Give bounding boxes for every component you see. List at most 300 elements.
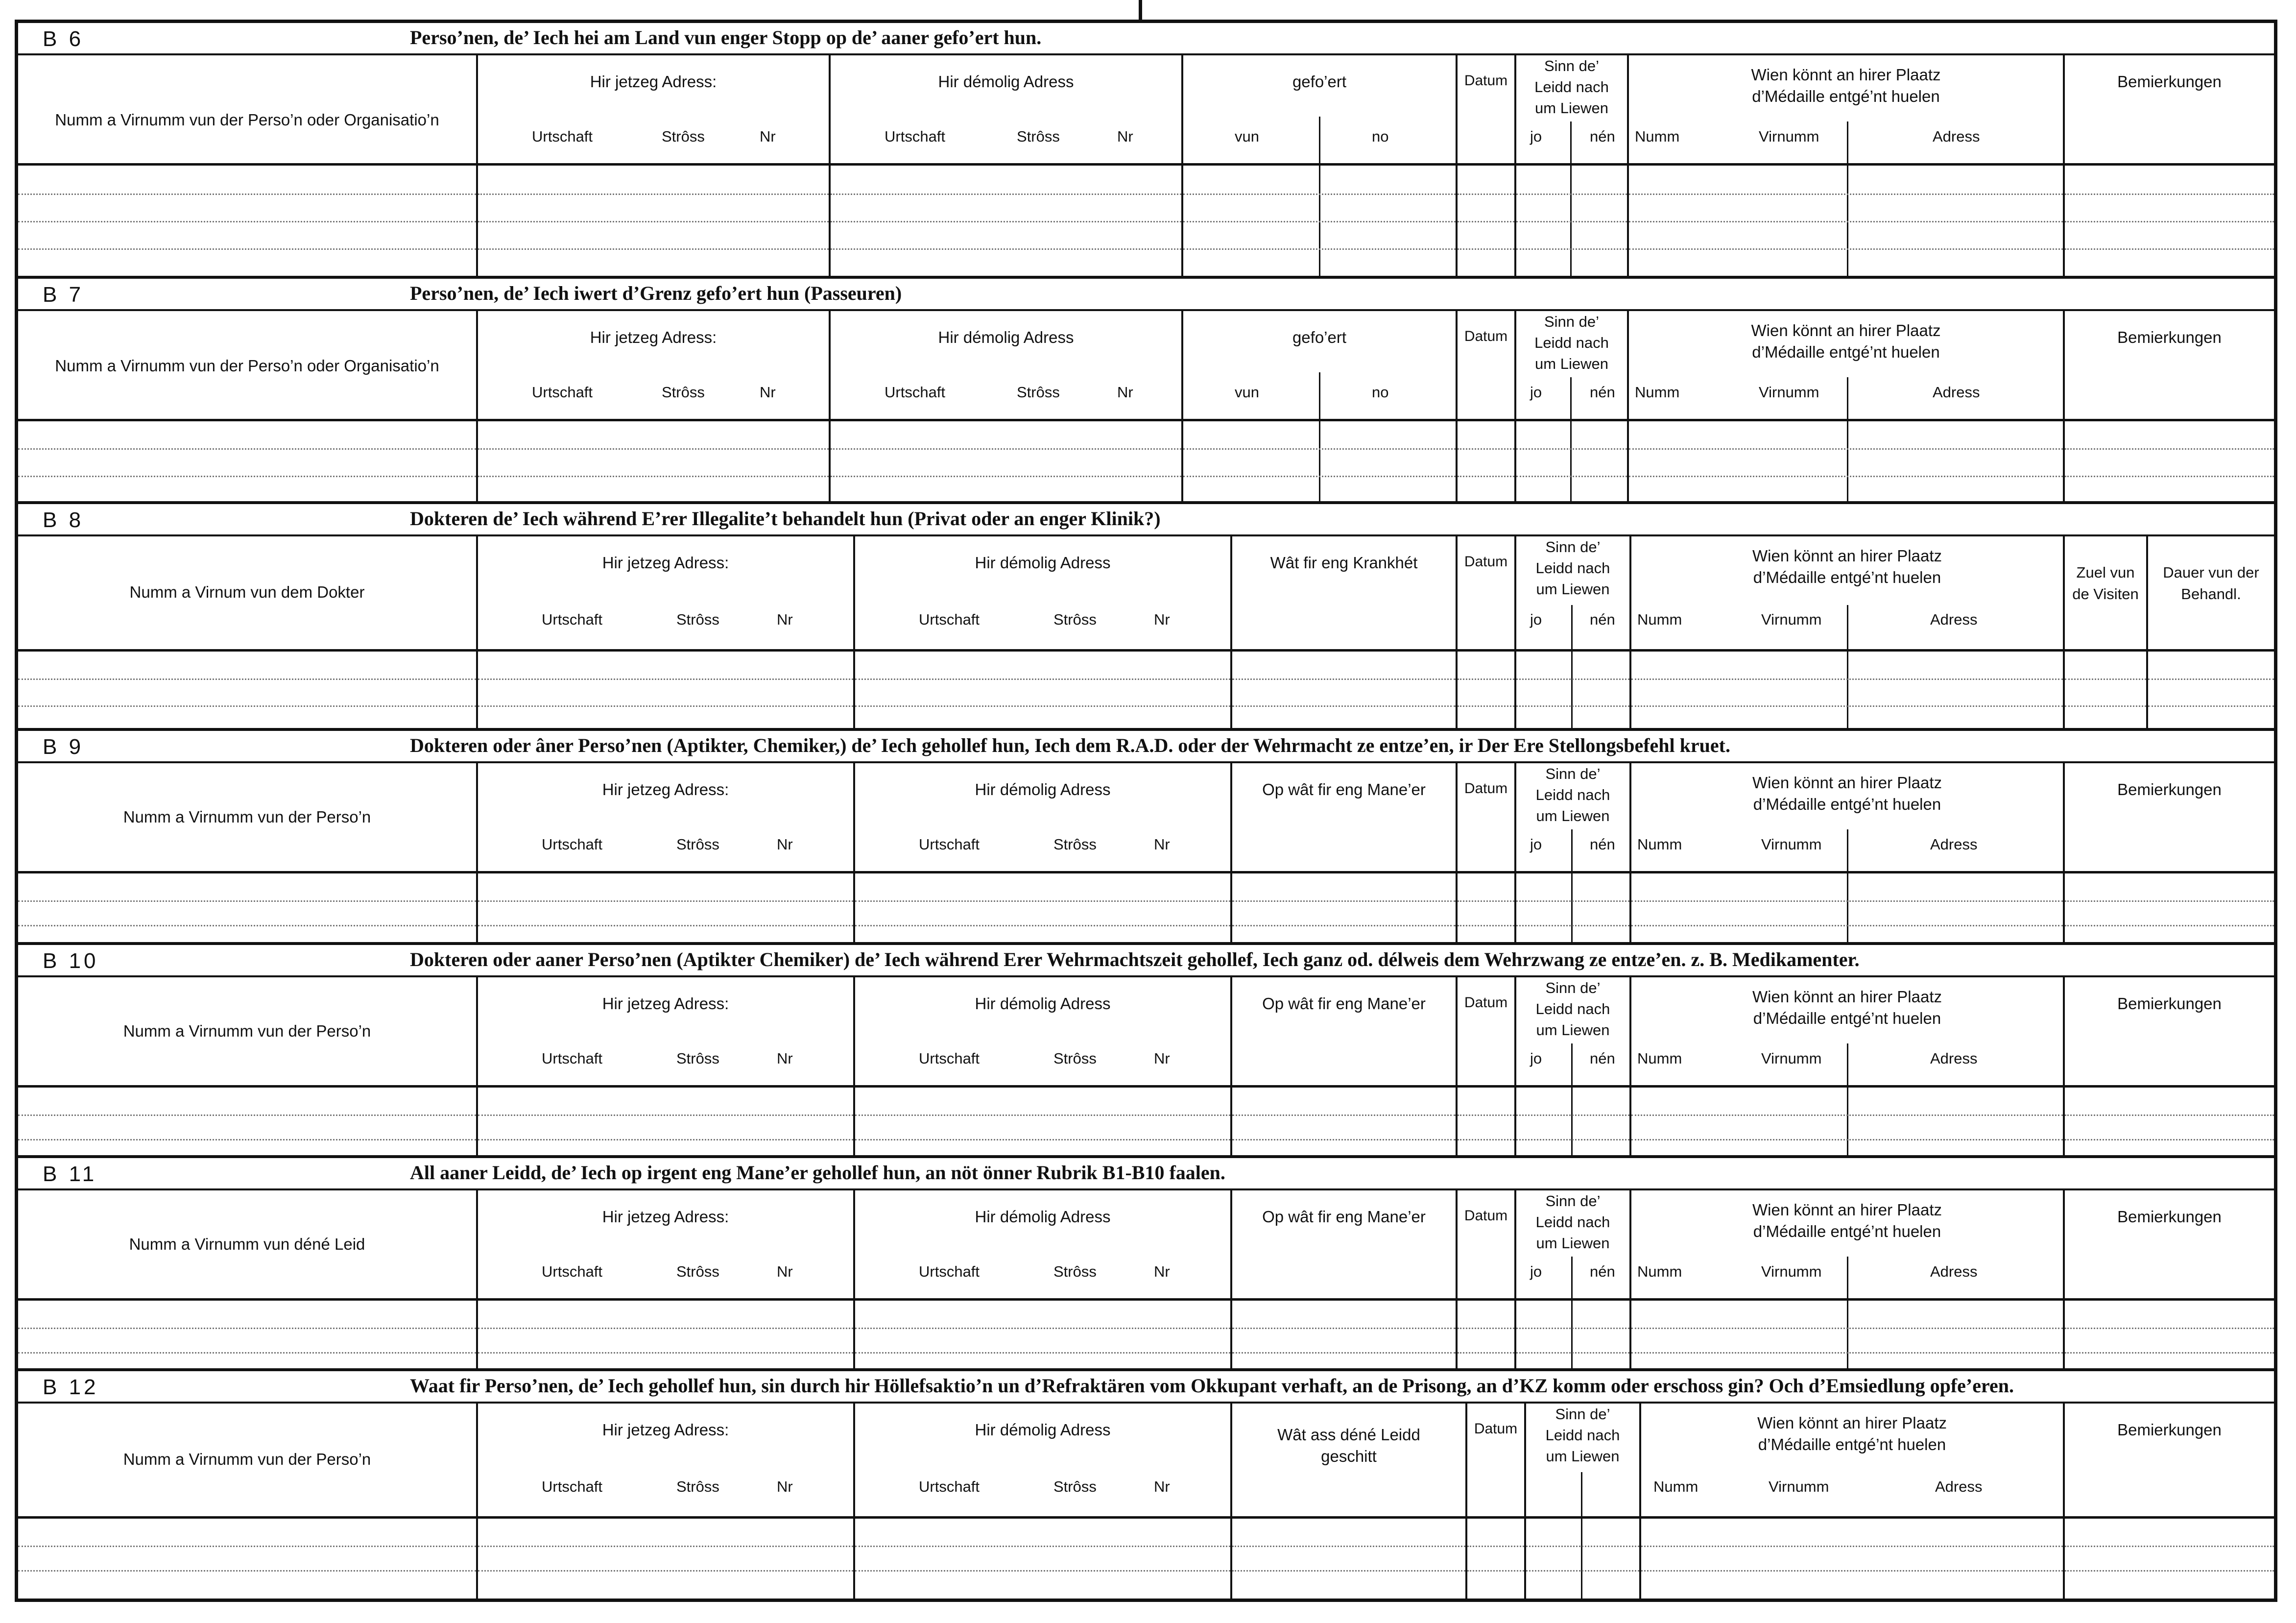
krankhet-label: Wât fir eng Krankhét bbox=[1270, 554, 1418, 572]
col-remarks[interactable] bbox=[2063, 311, 2274, 501]
medaille-label: Wien könnt an hirer Plaatz d’Médaille entgé’nt huelen bbox=[1751, 66, 1941, 105]
entry-line[interactable] bbox=[1458, 248, 1514, 250]
stross-label: Strôss bbox=[1053, 1050, 1097, 1067]
col-head bbox=[18, 55, 476, 166]
entry-line[interactable] bbox=[18, 1352, 476, 1354]
entry-line[interactable] bbox=[2065, 900, 2274, 902]
numm-label: Numm bbox=[1635, 128, 1680, 145]
divider bbox=[1571, 1257, 1573, 1298]
virnumm-label: Virnumm bbox=[1759, 128, 1819, 145]
divider bbox=[1581, 1519, 1582, 1599]
entry-line[interactable] bbox=[18, 900, 476, 902]
entry-line[interactable] bbox=[478, 248, 829, 250]
entry-line[interactable] bbox=[478, 705, 853, 707]
divider bbox=[1571, 652, 1573, 728]
entry-line[interactable] bbox=[855, 1139, 1230, 1140]
entry-line[interactable] bbox=[1516, 221, 1627, 222]
entry-line[interactable] bbox=[478, 900, 853, 902]
col-head bbox=[478, 763, 853, 873]
entry-line[interactable] bbox=[2065, 925, 2274, 926]
col-manier[interactable] bbox=[1230, 1190, 1456, 1368]
col-head bbox=[855, 1404, 1230, 1519]
entry-line[interactable] bbox=[1232, 900, 1456, 902]
col-gefoert[interactable] bbox=[1181, 55, 1456, 276]
section-code: B 8 bbox=[43, 508, 84, 532]
entry-line[interactable] bbox=[1183, 221, 1456, 222]
addr-then-label: Hir démolig Adress bbox=[975, 780, 1111, 799]
urtschaft-label: Urtschaft bbox=[542, 1050, 603, 1067]
entry-line[interactable] bbox=[1641, 1570, 2063, 1572]
col-remarks[interactable] bbox=[2063, 1190, 2274, 1368]
entry-line[interactable] bbox=[478, 221, 829, 222]
entry-line[interactable] bbox=[1516, 1139, 1629, 1140]
nr-label: Nr bbox=[777, 836, 793, 853]
col-addr-then[interactable] bbox=[853, 977, 1230, 1155]
col-medaille[interactable] bbox=[1627, 311, 2063, 501]
divider bbox=[1571, 605, 1573, 649]
entry-line[interactable] bbox=[855, 925, 1230, 926]
entry-line[interactable] bbox=[1631, 1114, 2063, 1116]
section-header bbox=[18, 279, 2274, 311]
section-b9 bbox=[18, 731, 2274, 945]
entry-line[interactable] bbox=[18, 1328, 476, 1329]
col-medaille[interactable] bbox=[1629, 1190, 2063, 1368]
col-head bbox=[1232, 536, 1456, 652]
entry-line[interactable] bbox=[18, 705, 476, 707]
col-head bbox=[1232, 977, 1456, 1088]
entry-line[interactable] bbox=[478, 448, 829, 450]
col-medaille[interactable] bbox=[1629, 763, 2063, 942]
col-medaille[interactable] bbox=[1639, 1404, 2063, 1599]
entry-line[interactable] bbox=[2065, 221, 2274, 222]
entry-line[interactable] bbox=[1232, 678, 1456, 680]
urtschaft-label: Urtschaft bbox=[542, 1263, 603, 1280]
entry-line[interactable] bbox=[855, 900, 1230, 902]
medaille-label: Wien könnt an hirer Plaatz d’Médaille entgé’nt huelen bbox=[1752, 1201, 1942, 1240]
entry-line[interactable] bbox=[18, 1570, 476, 1572]
col-addr-then[interactable] bbox=[853, 1404, 1230, 1599]
col-datum[interactable] bbox=[1465, 1404, 1524, 1599]
entry-line[interactable] bbox=[1183, 476, 1456, 477]
entry-line[interactable] bbox=[478, 1114, 853, 1116]
datum-label: Datum bbox=[1464, 73, 1508, 89]
entry-line[interactable] bbox=[1458, 678, 1514, 680]
entry-line[interactable] bbox=[1641, 1546, 2063, 1547]
entry-line[interactable] bbox=[18, 1139, 476, 1140]
col-datum[interactable] bbox=[1456, 763, 1514, 942]
entry-line[interactable] bbox=[855, 1114, 1230, 1116]
entry-line[interactable] bbox=[1516, 1114, 1629, 1116]
entry-line[interactable] bbox=[1516, 476, 1627, 477]
urtschaft-label: Urtschaft bbox=[532, 384, 593, 401]
divider bbox=[1581, 1472, 1582, 1516]
col-sinn[interactable] bbox=[1514, 977, 1629, 1155]
addr-now-label: Hir jetzeg Adress: bbox=[590, 328, 717, 346]
entry-line[interactable] bbox=[1458, 194, 1514, 195]
col-head bbox=[18, 536, 476, 652]
col-sinn[interactable] bbox=[1514, 1190, 1629, 1368]
col-datum[interactable] bbox=[1456, 536, 1514, 728]
divider bbox=[1570, 421, 1572, 501]
col-addr-then[interactable] bbox=[853, 1190, 1230, 1368]
col-addr-now[interactable] bbox=[476, 536, 853, 728]
divider bbox=[1570, 121, 1572, 163]
entry-line[interactable] bbox=[1516, 678, 1629, 680]
col-head bbox=[2065, 1190, 2274, 1301]
stross-label: Strôss bbox=[1053, 1478, 1097, 1495]
entry-line[interactable] bbox=[1232, 1546, 1465, 1547]
datum-label: Datum bbox=[1464, 328, 1508, 344]
col-addr-now[interactable] bbox=[476, 977, 853, 1155]
entry-line[interactable] bbox=[2148, 705, 2274, 707]
addr-now-label: Hir jetzeg Adress: bbox=[602, 780, 729, 799]
entry-line[interactable] bbox=[478, 1546, 853, 1547]
entry-line[interactable] bbox=[18, 248, 476, 250]
col-head bbox=[478, 1404, 853, 1519]
divider bbox=[1847, 377, 1848, 419]
entry-line[interactable] bbox=[1631, 678, 2063, 680]
entry-line[interactable] bbox=[855, 678, 1230, 680]
entry-line[interactable] bbox=[1631, 1352, 2063, 1354]
divider bbox=[1847, 873, 1848, 942]
entry-line[interactable] bbox=[831, 221, 1181, 222]
entry-line[interactable] bbox=[18, 476, 476, 477]
entry-line[interactable] bbox=[1631, 1328, 2063, 1329]
visiten-label: Zuel vun de Visiten bbox=[2072, 564, 2139, 603]
entry-line[interactable] bbox=[1516, 925, 1629, 926]
col-sinn[interactable] bbox=[1514, 536, 1629, 728]
remarks-label: Bemierkungen bbox=[2117, 1421, 2222, 1439]
col-head bbox=[1631, 977, 2063, 1088]
col-remarks[interactable] bbox=[2063, 763, 2274, 942]
entry-line[interactable] bbox=[1526, 1546, 1639, 1547]
entry-line[interactable] bbox=[2065, 1546, 2274, 1547]
col-head bbox=[1516, 55, 1627, 166]
col-name[interactable] bbox=[18, 1404, 476, 1599]
addr-now-label: Hir jetzeg Adress: bbox=[602, 1421, 729, 1439]
col-head bbox=[855, 763, 1230, 873]
col-name-label: Numm a Virnumm vun der Perso’n bbox=[123, 808, 371, 826]
col-gefoert[interactable] bbox=[1181, 311, 1456, 501]
entry-line[interactable] bbox=[1458, 476, 1514, 477]
entry-line[interactable] bbox=[1183, 448, 1456, 450]
col-name[interactable] bbox=[18, 1190, 476, 1368]
col-head bbox=[478, 977, 853, 1088]
entry-line[interactable] bbox=[18, 448, 476, 450]
entry-line[interactable] bbox=[1516, 705, 1629, 707]
entry-line[interactable] bbox=[855, 705, 1230, 707]
col-addr-now[interactable] bbox=[476, 311, 829, 501]
stross-label: Strôss bbox=[676, 611, 719, 628]
entry-line[interactable] bbox=[2065, 1352, 2274, 1354]
entry-line[interactable] bbox=[1516, 194, 1627, 195]
virnumm-label: Virnumm bbox=[1759, 384, 1819, 401]
datum-label: Datum bbox=[1474, 1421, 1518, 1437]
section-b8 bbox=[18, 504, 2274, 731]
col-name-label: Numm a Virnumm vun der Perso’n bbox=[123, 1450, 371, 1468]
datum-label: Datum bbox=[1464, 780, 1508, 797]
col-manier[interactable] bbox=[1230, 763, 1456, 942]
col-dauer[interactable] bbox=[2146, 536, 2274, 728]
entry-line[interactable] bbox=[1526, 1570, 1639, 1572]
divider bbox=[1847, 121, 1848, 163]
nen-label: nén bbox=[1590, 128, 1615, 145]
entry-line[interactable] bbox=[2148, 678, 2274, 680]
col-sinn[interactable] bbox=[1524, 1404, 1639, 1599]
entry-line[interactable] bbox=[478, 678, 853, 680]
entry-line[interactable] bbox=[1232, 705, 1456, 707]
entry-line[interactable] bbox=[855, 1352, 1230, 1354]
col-datum[interactable] bbox=[1456, 1190, 1514, 1368]
entry-line[interactable] bbox=[1232, 1328, 1456, 1329]
col-medaille[interactable] bbox=[1629, 977, 2063, 1155]
medaille-label: Wien könnt an hirer Plaatz d’Médaille entgé’nt huelen bbox=[1751, 321, 1941, 361]
section-title: All aaner Leidd, de’ Iech op irgent eng Mane’er gehollef hun, an nöt önner Rubrik B1-B10 faalen. bbox=[410, 1162, 1225, 1184]
entry-line[interactable] bbox=[831, 194, 1181, 195]
divider bbox=[1319, 117, 1320, 163]
entry-line[interactable] bbox=[1458, 1114, 1514, 1116]
entry-line[interactable] bbox=[1232, 1570, 1465, 1572]
col-name[interactable] bbox=[18, 55, 476, 276]
entry-line[interactable] bbox=[18, 925, 476, 926]
sinn-label: Sinn de’ Leidd nach um Liewen bbox=[1535, 765, 1610, 824]
section-title: Dokteren oder âner Perso’nen (Aptikter, Chemiker,) de’ Iech gehollef hun, Iech dem R.A.D. oder der Wehrmacht ze entze’en, ir Der Ere Stellongsbefehl kruet. bbox=[410, 734, 1730, 756]
geschitt-label: Wât ass déné Leidd geschitt bbox=[1277, 1426, 1420, 1465]
section-title: Dokteren de’ Iech während E’rer Illegalite’t behandelt hun (Privat oder an enger Klinik?) bbox=[410, 508, 1161, 530]
col-head bbox=[1516, 536, 1629, 652]
stross-label: Strôss bbox=[1017, 384, 1060, 401]
col-addr-now[interactable] bbox=[476, 1190, 853, 1368]
col-head bbox=[18, 311, 476, 421]
entry-line[interactable] bbox=[1467, 1546, 1524, 1547]
virnumm-label: Virnumm bbox=[1761, 1050, 1822, 1067]
col-addr-now[interactable] bbox=[476, 1404, 853, 1599]
col-addr-then[interactable] bbox=[829, 311, 1181, 501]
entry-line[interactable] bbox=[2065, 1570, 2274, 1572]
entry-line[interactable] bbox=[1631, 1139, 2063, 1140]
entry-line[interactable] bbox=[2065, 194, 2274, 195]
section-columns bbox=[18, 1404, 2274, 1599]
entry-line[interactable] bbox=[2065, 678, 2146, 680]
entry-line[interactable] bbox=[18, 221, 476, 222]
entry-line[interactable] bbox=[1183, 248, 1456, 250]
entry-line[interactable] bbox=[855, 1328, 1230, 1329]
col-krankhet[interactable] bbox=[1230, 536, 1456, 728]
col-addr-now[interactable] bbox=[476, 55, 829, 276]
nr-label: Nr bbox=[777, 1263, 793, 1280]
col-manier[interactable] bbox=[1230, 977, 1456, 1155]
entry-line[interactable] bbox=[831, 248, 1181, 250]
col-head bbox=[1232, 1404, 1465, 1519]
medaille-label: Wien könnt an hirer Plaatz d’Médaille entgé’nt huelen bbox=[1752, 547, 1942, 586]
col-remarks[interactable] bbox=[2063, 977, 2274, 1155]
entry-line[interactable] bbox=[1629, 448, 2063, 450]
col-remarks[interactable] bbox=[2063, 55, 2274, 276]
col-medaille[interactable] bbox=[1629, 536, 2063, 728]
entry-line[interactable] bbox=[478, 1570, 853, 1572]
col-addr-now[interactable] bbox=[476, 763, 853, 942]
entry-line[interactable] bbox=[1458, 1139, 1514, 1140]
entry-line[interactable] bbox=[1232, 1139, 1456, 1140]
manier-label: Op wât fir eng Mane’er bbox=[1262, 1208, 1426, 1226]
section-b6 bbox=[18, 23, 2274, 279]
entry-line[interactable] bbox=[1467, 1570, 1524, 1572]
entry-line[interactable] bbox=[1516, 1352, 1629, 1354]
entry-line[interactable] bbox=[1232, 1352, 1456, 1354]
entry-line[interactable] bbox=[18, 194, 476, 195]
col-head bbox=[18, 763, 476, 873]
col-head bbox=[1458, 536, 1514, 652]
entry-line[interactable] bbox=[855, 1546, 1230, 1547]
col-name[interactable] bbox=[18, 763, 476, 942]
col-visiten[interactable] bbox=[2063, 536, 2146, 728]
col-sinn[interactable] bbox=[1514, 763, 1629, 942]
entry-line[interactable] bbox=[1458, 925, 1514, 926]
entry-line[interactable] bbox=[18, 1114, 476, 1116]
medaille-label: Wien könnt an hirer Plaatz d’Médaille entgé’nt huelen bbox=[1757, 1414, 1947, 1453]
urtschaft-label: Urtschaft bbox=[532, 128, 593, 145]
entry-line[interactable] bbox=[1458, 1328, 1514, 1329]
col-name-label: Numm a Virnumm vun der Perso’n oder Organisatio’n bbox=[55, 357, 439, 375]
form-page bbox=[15, 20, 2277, 1602]
remarks-label: Bemierkungen bbox=[2117, 1208, 2222, 1226]
col-head bbox=[1526, 1404, 1639, 1519]
entry-line[interactable] bbox=[1458, 221, 1514, 222]
addr-then-label: Hir démolig Adress bbox=[975, 1208, 1111, 1226]
entry-line[interactable] bbox=[1631, 705, 2063, 707]
stross-label: Strôss bbox=[1017, 128, 1060, 145]
col-name-label: Numm a Virnum vun dem Dokter bbox=[129, 583, 365, 601]
entry-line[interactable] bbox=[2065, 476, 2274, 477]
entry-line[interactable] bbox=[1183, 194, 1456, 195]
col-addr-then[interactable] bbox=[853, 536, 1230, 728]
nen-label: nén bbox=[1590, 1050, 1615, 1067]
col-name[interactable] bbox=[18, 311, 476, 501]
col-head bbox=[1232, 1190, 1456, 1301]
col-head bbox=[1516, 1190, 1629, 1301]
section-columns bbox=[18, 1190, 2274, 1368]
vun-label: vun bbox=[1235, 384, 1259, 401]
col-addr-then[interactable] bbox=[829, 55, 1181, 276]
entry-line[interactable] bbox=[1629, 248, 2063, 250]
entry-line[interactable] bbox=[1629, 194, 2063, 195]
adress-label: Adress bbox=[1930, 611, 1978, 628]
top-registration-mark bbox=[1139, 0, 1142, 21]
section-code: B 11 bbox=[43, 1162, 97, 1186]
entry-line[interactable] bbox=[1458, 1352, 1514, 1354]
entry-line[interactable] bbox=[2065, 1139, 2274, 1140]
entry-line[interactable] bbox=[1516, 900, 1629, 902]
entry-line[interactable] bbox=[478, 925, 853, 926]
col-name[interactable] bbox=[18, 536, 476, 728]
section-b12 bbox=[18, 1371, 2274, 1599]
jo-label: jo bbox=[1530, 611, 1542, 628]
entry-line[interactable] bbox=[831, 448, 1181, 450]
urtschaft-label: Urtschaft bbox=[919, 836, 980, 853]
col-head bbox=[831, 311, 1181, 421]
adress-label: Adress bbox=[1935, 1478, 1983, 1495]
virnumm-label: Virnumm bbox=[1761, 836, 1822, 853]
entry-line[interactable] bbox=[1458, 448, 1514, 450]
urtschaft-label: Urtschaft bbox=[542, 1478, 603, 1495]
entry-line[interactable] bbox=[1232, 1114, 1456, 1116]
col-datum[interactable] bbox=[1456, 977, 1514, 1155]
col-addr-then[interactable] bbox=[853, 763, 1230, 942]
addr-now-label: Hir jetzeg Adress: bbox=[590, 73, 717, 91]
entry-line[interactable] bbox=[478, 1139, 853, 1140]
entry-line[interactable] bbox=[2065, 1114, 2274, 1116]
col-datum[interactable] bbox=[1456, 311, 1514, 501]
entry-line[interactable] bbox=[2065, 1328, 2274, 1329]
entry-line[interactable] bbox=[1516, 248, 1627, 250]
entry-line[interactable] bbox=[478, 1352, 853, 1354]
sinn-label: Sinn de’ Leidd nach um Liewen bbox=[1535, 538, 1610, 598]
entry-line[interactable] bbox=[1631, 925, 2063, 926]
section-title: Perso’nen, de’ Iech hei am Land vun enger Stopp op de’ aaner gefo’ert hun. bbox=[410, 26, 1042, 48]
entry-line[interactable] bbox=[478, 476, 829, 477]
no-label: no bbox=[1372, 384, 1389, 401]
col-sinn[interactable] bbox=[1514, 55, 1627, 276]
col-datum[interactable] bbox=[1456, 55, 1514, 276]
entry-line[interactable] bbox=[1516, 1328, 1629, 1329]
sinn-label: Sinn de’ Leidd nach um Liewen bbox=[1534, 57, 1609, 117]
divider bbox=[1571, 1301, 1573, 1368]
entry-line[interactable] bbox=[831, 476, 1181, 477]
nen-label: nén bbox=[1590, 611, 1615, 628]
entry-line[interactable] bbox=[2065, 705, 2146, 707]
entry-line[interactable] bbox=[1458, 900, 1514, 902]
addr-then-label: Hir démolig Adress bbox=[975, 554, 1111, 572]
nr-label: Nr bbox=[1117, 128, 1133, 145]
entry-line[interactable] bbox=[2065, 448, 2274, 450]
dauer-label: Dauer vun der Behandl. bbox=[2163, 564, 2259, 603]
entry-line[interactable] bbox=[2065, 248, 2274, 250]
entry-line[interactable] bbox=[478, 1328, 853, 1329]
section-code: B 6 bbox=[43, 27, 84, 51]
section-b11 bbox=[18, 1158, 2274, 1371]
col-sinn[interactable] bbox=[1514, 311, 1627, 501]
divider bbox=[1571, 873, 1573, 942]
entry-line[interactable] bbox=[1629, 221, 2063, 222]
datum-label: Datum bbox=[1464, 554, 1508, 570]
entry-line[interactable] bbox=[855, 1570, 1230, 1572]
col-remarks[interactable] bbox=[2063, 1404, 2274, 1599]
col-name[interactable] bbox=[18, 977, 476, 1155]
stross-label: Strôss bbox=[662, 128, 705, 145]
col-head bbox=[1516, 977, 1629, 1088]
section-columns bbox=[18, 311, 2274, 501]
entry-line[interactable] bbox=[478, 194, 829, 195]
entry-line[interactable] bbox=[18, 678, 476, 680]
entry-line[interactable] bbox=[1631, 900, 2063, 902]
section-header bbox=[18, 731, 2274, 763]
entry-line[interactable] bbox=[18, 1546, 476, 1547]
col-geschitt[interactable] bbox=[1230, 1404, 1465, 1599]
entry-line[interactable] bbox=[1516, 448, 1627, 450]
urtschaft-label: Urtschaft bbox=[919, 1478, 980, 1495]
entry-line[interactable] bbox=[1629, 476, 2063, 477]
urtschaft-label: Urtschaft bbox=[885, 128, 946, 145]
addr-then-label: Hir démolig Adress bbox=[975, 1421, 1111, 1439]
entry-line[interactable] bbox=[1458, 705, 1514, 707]
urtschaft-label: Urtschaft bbox=[919, 1263, 980, 1280]
col-medaille[interactable] bbox=[1627, 55, 2063, 276]
col-head bbox=[1232, 763, 1456, 873]
col-head bbox=[1516, 311, 1627, 421]
col-head bbox=[1458, 55, 1514, 166]
entry-line[interactable] bbox=[1232, 925, 1456, 926]
section-header bbox=[18, 1371, 2274, 1404]
